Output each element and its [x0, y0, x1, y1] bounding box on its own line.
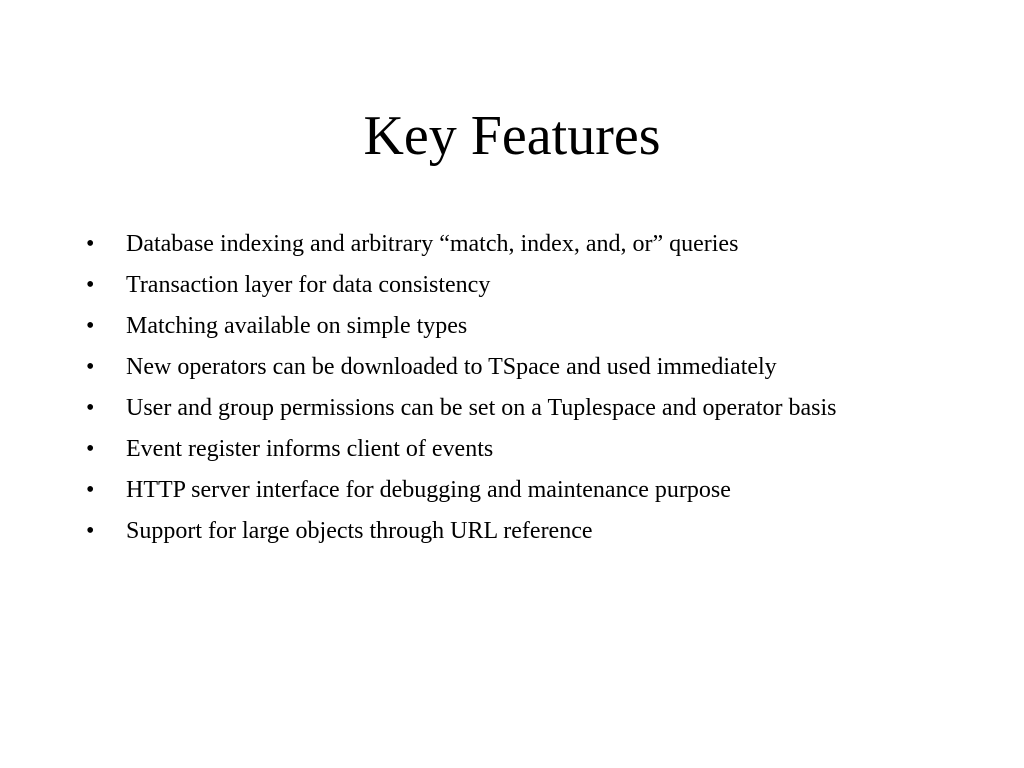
bullet-icon: • [86, 477, 95, 503]
bullet-icon: • [86, 313, 95, 339]
bullet-text: Event register informs client of events [126, 436, 494, 462]
bullet-text: User and group permissions can be set on a Tuplespace and operator basis [126, 395, 837, 421]
bullet-text: New operators can be downloaded to TSpace and used immediately [126, 354, 777, 380]
bullet-list [82, 228, 942, 556]
slide-title: Key Features [363, 105, 661, 167]
bullet-icon: • [86, 231, 95, 257]
bullet-icon: • [86, 395, 95, 421]
bullet-icon: • [86, 518, 95, 544]
bullet-text: Database indexing and arbitrary “match, index, and, or” queries [126, 231, 739, 257]
bullet-item [82, 269, 942, 302]
bullet-text: Support for large objects through URL reference [126, 518, 593, 544]
bullet-item [82, 515, 942, 548]
bullet-icon: • [86, 354, 95, 380]
bullet-icon: • [86, 272, 95, 298]
bullet-text: Matching available on simple types [126, 313, 468, 339]
bullet-text: HTTP server interface for debugging and maintenance purpose [126, 477, 731, 503]
bullet-item [82, 433, 942, 466]
bullet-item [82, 228, 942, 261]
bullet-item [82, 351, 942, 384]
bullet-item [82, 392, 942, 425]
bullet-text: Transaction layer for data consistency [126, 272, 491, 298]
bullet-icon: • [86, 436, 95, 462]
bullet-item [82, 474, 942, 507]
bullet-item [82, 310, 942, 343]
